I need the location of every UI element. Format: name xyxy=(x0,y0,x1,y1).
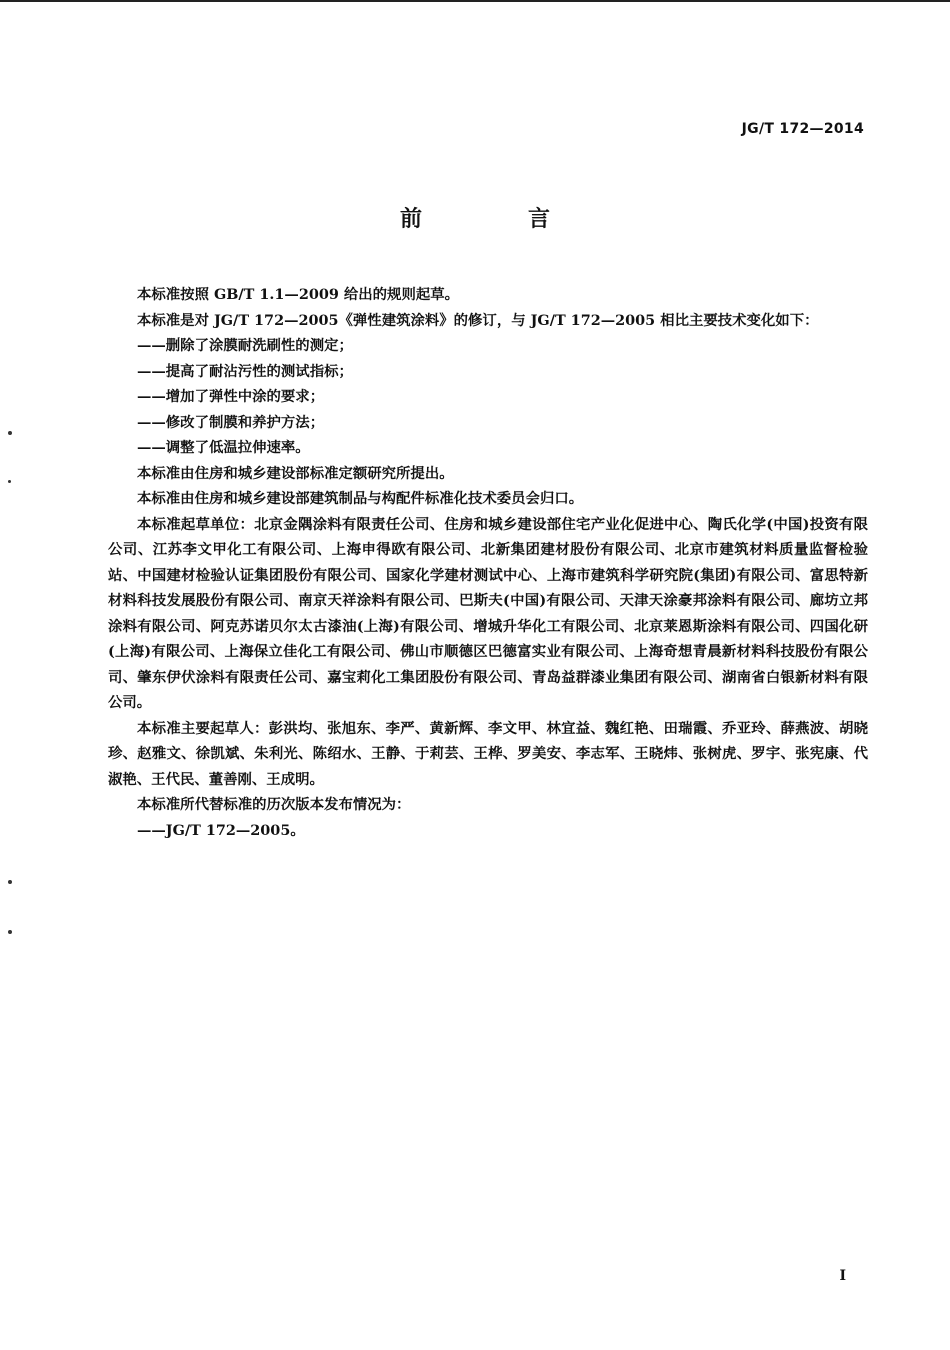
change-item: ——调整了低温拉伸速率。 xyxy=(137,439,310,456)
change-item: ——提高了耐沾污性的测试指标； xyxy=(137,362,353,380)
paragraph-drafting-units: 本标准起草单位：北京金隅涂料有限责任公司、住房和城乡建设部住宅产业化促进中心、陶氏化学(中国)投资有限公司、江苏李文甲化工有限公司、上海申得欧有限公司、北新集团建材股份有限公司、北京市建筑材料质量监督检验站、中国建材检验认证集团股份有限公司、国家化学建材测试中心、上海市建筑科学研究院(集团)有限公司、富思特新材料科技发展股份有限公司、南京天祥涂料有限公司、巴斯夫(中国)有限公司、天津天涂豪邦涂料有限公司、廊坊立邦涂料有限公司、阿克苏诺贝尔太古漆油(上海)有限公司、增城升华化工有限公司、北京莱恩斯涂料有限公司、四国化研(上海)有限公司、上海保立佳化工有限公司、佛山市顺德区巴德富实业有限公司、上海奇想青晨新材料科技股份有限公司、肇东伊伏涂料有限责任公司、嘉宝莉化工集团股份有限公司、青岛益群漆业集团有限公司、湖南省白银新材料有限公司。 xyxy=(108,515,868,711)
scan-mark xyxy=(8,431,12,435)
paragraph-drafters: 本标准主要起草人：彭洪均、张旭东、李严、黄新辉、李文甲、林宜益、魏红艳、田瑞霞、乔亚玲、薛燕波、胡晓珍、赵雅文、徐凯斌、朱利光、陈绍水、王静、于莉芸、王桦、罗美安、李志军、王晓炜、张树虎、罗宇、张宪康、代淑艳、王代民、董善刚、王成明。 xyxy=(108,719,868,788)
paragraph-drafting-rules: 本标准按照 GB/T 1.1—2009 给出的规则起草。 xyxy=(137,286,460,303)
top-rule xyxy=(0,0,950,2)
change-item: ——删除了涂膜耐洗刷性的测定； xyxy=(137,337,353,354)
paragraph-revision-intro: 本标准是对 JG/T 172—2005《弹性建筑涂料》的修订，与 JG/T 172—2005 相比主要技术变化如下： xyxy=(137,311,819,329)
change-item: ——增加了弹性中涂的要求； xyxy=(137,388,325,405)
paragraph-history-intro: 本标准所代替标准的历次版本发布情况为： xyxy=(137,796,411,813)
scan-mark xyxy=(8,930,12,934)
page-number: I xyxy=(839,1268,846,1284)
standard-code: JG/T 172—2014 xyxy=(741,121,864,137)
change-item: ——修改了制膜和养护方法； xyxy=(137,413,325,431)
paragraph-administrator: 本标准由住房和城乡建设部建筑制品与构配件标准化技术委员会归口。 xyxy=(137,490,584,507)
paragraph-proposer: 本标准由住房和城乡建设部标准定额研究所提出。 xyxy=(137,464,454,482)
scan-mark xyxy=(8,880,12,884)
scan-mark xyxy=(8,480,11,483)
body-text xyxy=(108,282,868,843)
page-title: 前 言 xyxy=(399,206,592,232)
history-item: ——JG/T 172—2005。 xyxy=(137,821,305,839)
